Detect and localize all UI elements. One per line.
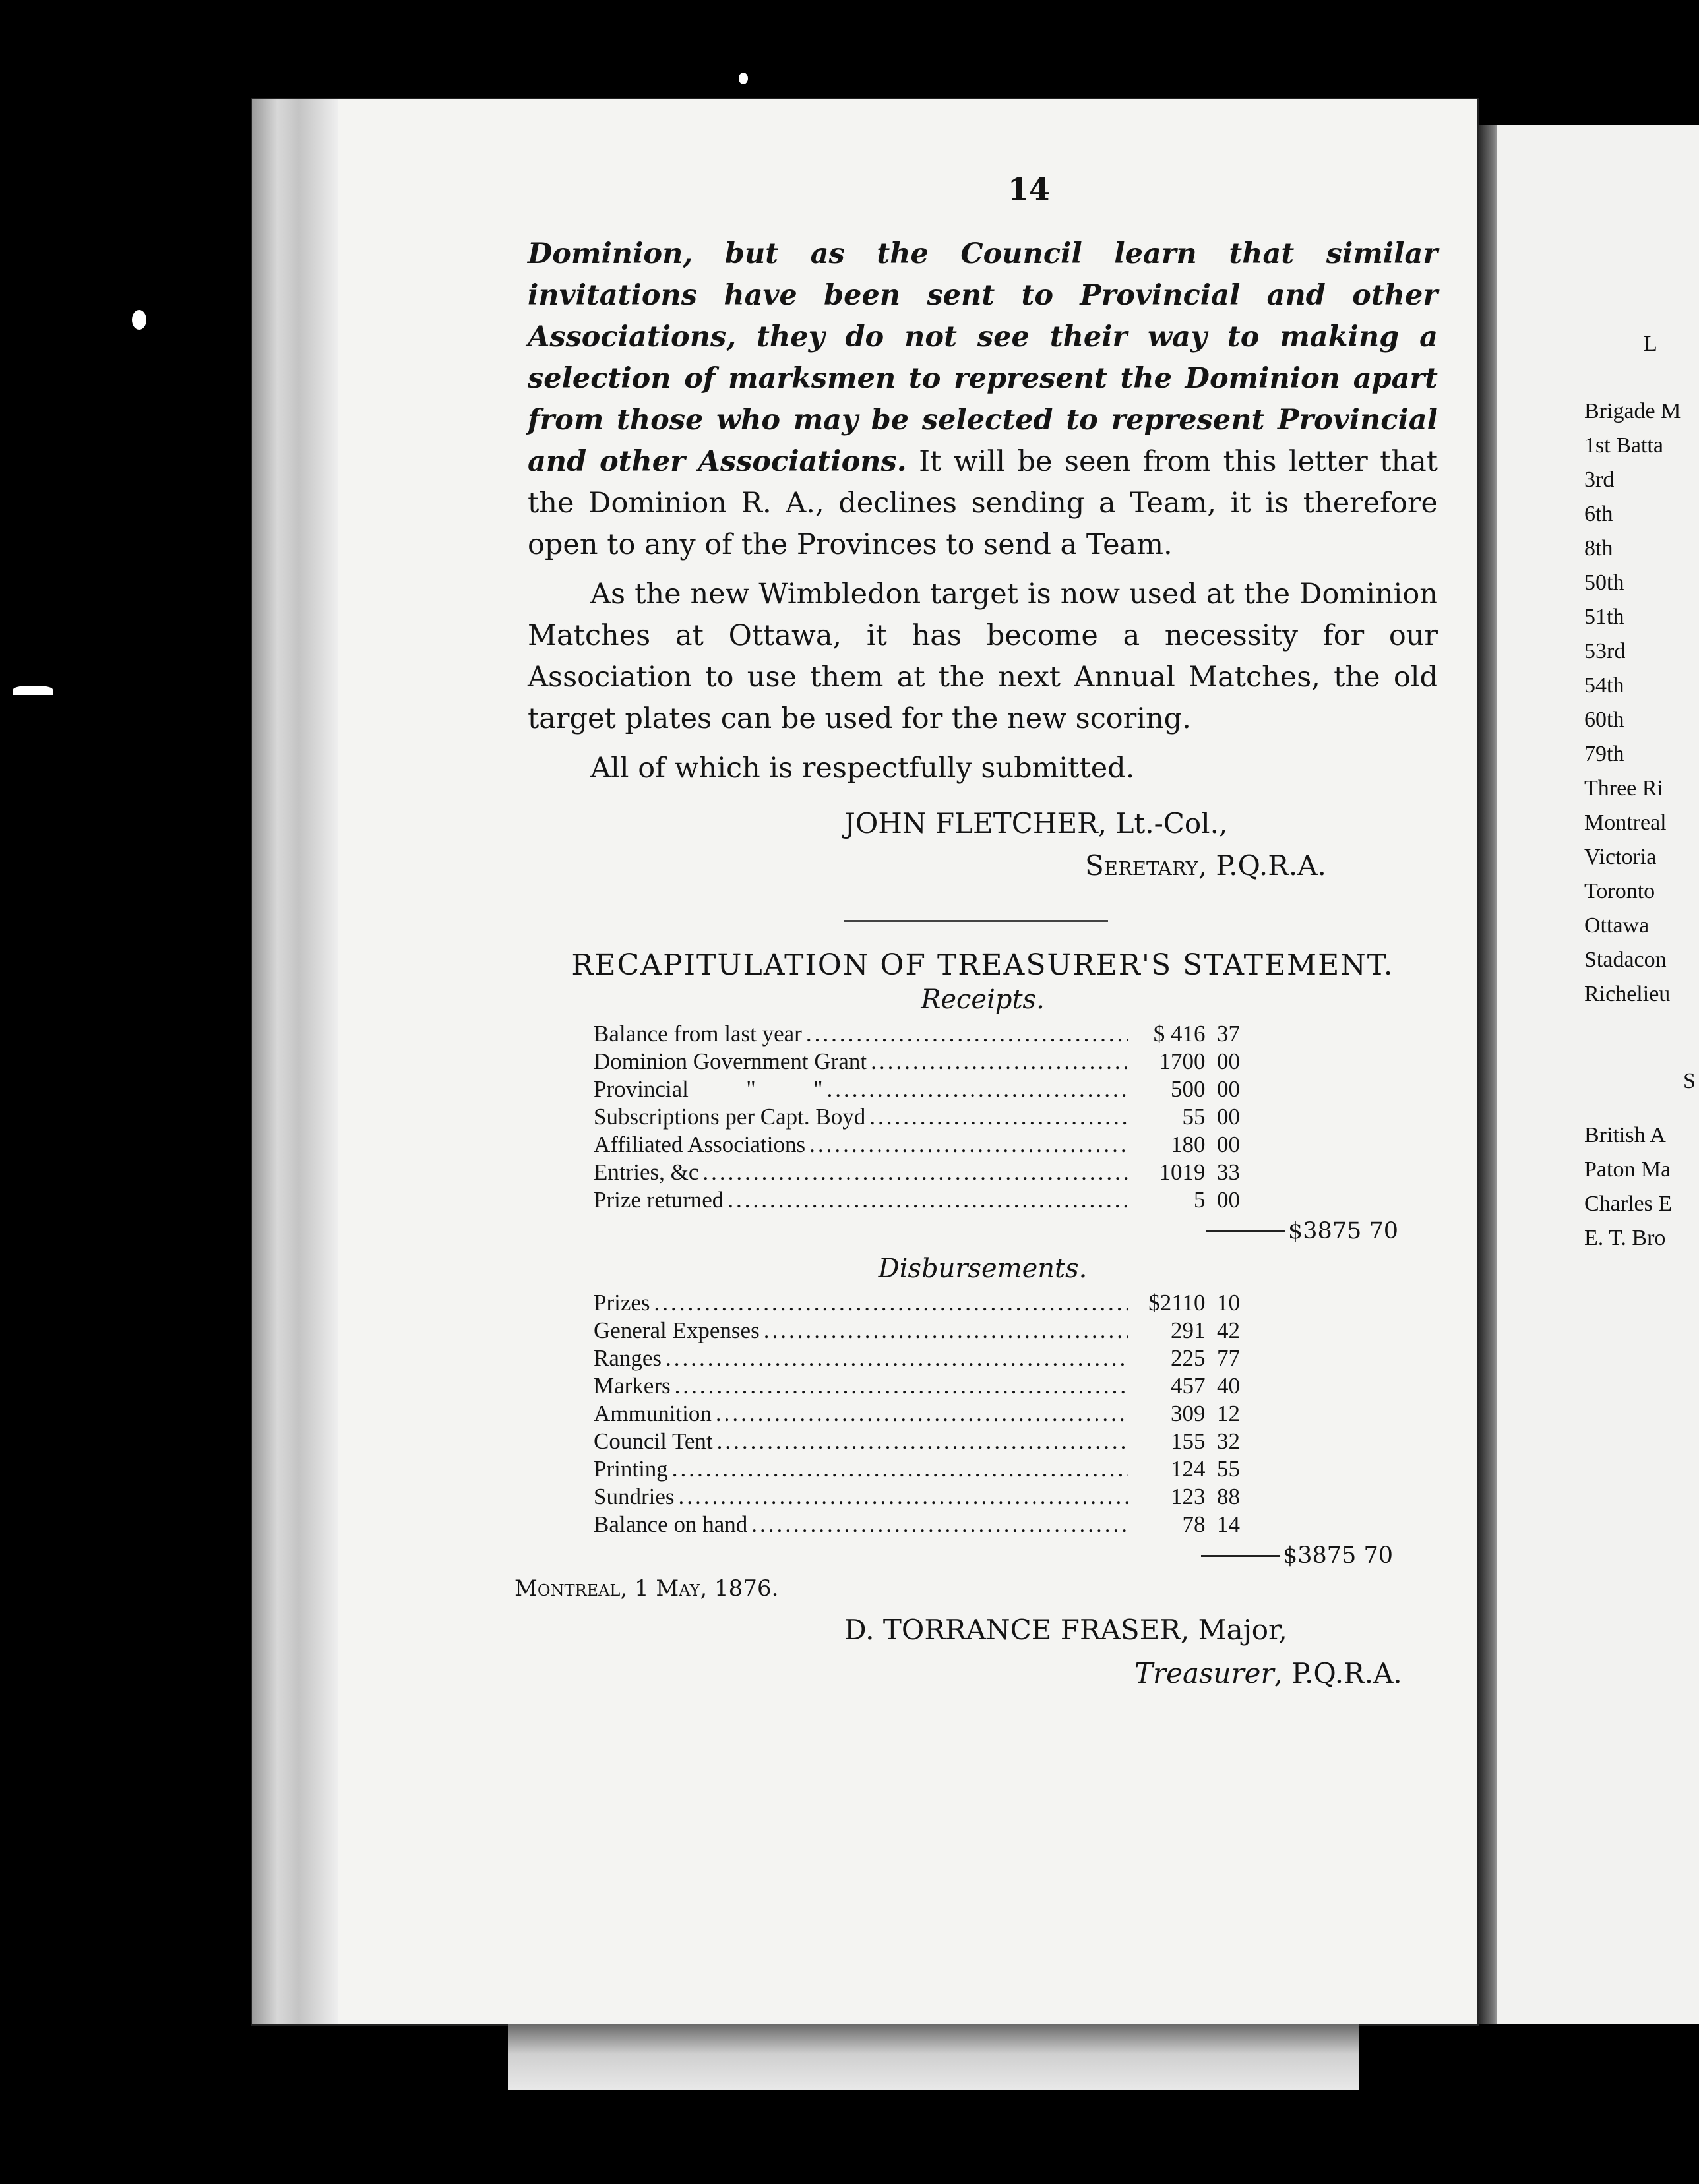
ledger-label-text: Subscriptions per Capt. Boyd bbox=[594, 1104, 866, 1130]
paragraph-1-roman: It will be seen from this letter that the Dominion R. A., declines sending a Team, it is therefore open to any of the Provinces to send a Team. bbox=[528, 445, 1438, 561]
leader-dots bbox=[727, 1186, 1128, 1214]
paragraph-1 bbox=[528, 233, 1438, 566]
ledger-label-text: Markers bbox=[594, 1373, 671, 1399]
treasurer-signature bbox=[528, 1608, 1438, 1695]
facing-page-list-2 bbox=[1584, 1118, 1699, 1256]
ledger-row bbox=[594, 1483, 1332, 1511]
leader-dots bbox=[702, 1159, 1128, 1186]
ledger-label-text: Balance from last year bbox=[594, 1021, 802, 1046]
leader-dots bbox=[654, 1289, 1128, 1317]
facing-page-list-item: British A bbox=[1584, 1123, 1666, 1147]
facing-page-section: S bbox=[1683, 1069, 1696, 1093]
ledger-row bbox=[594, 1048, 1332, 1076]
ledger-label bbox=[594, 1103, 1128, 1131]
page-edge bbox=[252, 99, 338, 2024]
facing-page-list-item: Toronto bbox=[1584, 879, 1655, 903]
ledger-label bbox=[594, 1400, 1128, 1428]
ledger-amount: 5 00 bbox=[1194, 1187, 1240, 1213]
recap-title: RECAPITULATION OF TREASURER'S STATEMENT. bbox=[571, 948, 1394, 982]
facing-page-list-item: 60th bbox=[1584, 708, 1624, 732]
ledger-label bbox=[594, 1345, 1128, 1372]
ledger-label-text: Balance on hand bbox=[594, 1511, 748, 1537]
facing-page-list-item: 79th bbox=[1584, 742, 1624, 766]
leader-dots bbox=[679, 1483, 1128, 1511]
disbursements-heading: Disbursements. bbox=[878, 1254, 1088, 1284]
ledger-row bbox=[594, 1131, 1332, 1159]
leader-dots bbox=[871, 1048, 1128, 1076]
ledger-row bbox=[594, 1289, 1332, 1317]
ledger-label bbox=[594, 1289, 1128, 1317]
ledger-label bbox=[594, 1131, 1128, 1159]
leader-dots bbox=[665, 1345, 1128, 1372]
facing-page-list-item: Three Ri bbox=[1584, 776, 1663, 801]
treasurer-name: D. TORRANCE FRASER, Major, bbox=[844, 1614, 1287, 1646]
ledger-label-text: Prizes bbox=[594, 1290, 650, 1316]
facing-page-header: L bbox=[1644, 332, 1657, 356]
ledger-label-text: Prize returned bbox=[594, 1187, 724, 1213]
ledger-row bbox=[594, 1372, 1332, 1400]
ledger-label-text: Council Tent bbox=[594, 1428, 713, 1454]
receipts-total-row bbox=[594, 1218, 1398, 1244]
leader-dots bbox=[716, 1400, 1128, 1428]
ledger-label bbox=[594, 1048, 1128, 1076]
paragraph-3: All of which is respectfully submitted. bbox=[590, 752, 1135, 785]
facing-page-list-item: Richelieu bbox=[1584, 982, 1671, 1006]
facing-page-list-item: 1st Batta bbox=[1584, 433, 1663, 458]
ledger-label bbox=[594, 1159, 1128, 1186]
secretary-title: Seretary, P.Q.R.A. bbox=[1085, 849, 1326, 882]
ledger-row bbox=[594, 1511, 1332, 1538]
ledger-row bbox=[594, 1428, 1332, 1455]
facing-page-list-item: 50th bbox=[1584, 570, 1624, 595]
film-speck bbox=[13, 686, 53, 695]
ledger-label bbox=[594, 1428, 1128, 1455]
ledger-label-text: Ranges bbox=[594, 1345, 662, 1371]
facing-page-list-item: E. T. Bro bbox=[1584, 1226, 1666, 1250]
facing-page-text bbox=[1584, 330, 1699, 1256]
facing-page-list-item: Charles E bbox=[1584, 1192, 1673, 1216]
ledger-label-text: Entries, &c bbox=[594, 1159, 699, 1185]
ledger-amount: 1700 00 bbox=[1159, 1048, 1240, 1074]
facing-page-list bbox=[1584, 394, 1699, 1012]
ledger-amount: $2110 10 bbox=[1148, 1290, 1240, 1316]
ledger-label bbox=[594, 1076, 1128, 1103]
disbursements-total: $3875 70 bbox=[1282, 1542, 1393, 1569]
ledger-amount: 124 55 bbox=[1171, 1456, 1240, 1482]
ledger-amount: 457 40 bbox=[1171, 1373, 1240, 1399]
leader-dots bbox=[806, 1020, 1128, 1048]
ledger-label bbox=[594, 1186, 1128, 1214]
ledger-row bbox=[594, 1400, 1332, 1428]
ledger-label bbox=[594, 1020, 1128, 1048]
receipts-ledger bbox=[594, 1020, 1332, 1214]
total-rule bbox=[1206, 1230, 1285, 1232]
ledger-amount: 1019 33 bbox=[1159, 1159, 1240, 1185]
ledger-row bbox=[594, 1103, 1332, 1131]
ledger-label bbox=[594, 1317, 1128, 1345]
leader-dots bbox=[751, 1511, 1128, 1538]
film-speck bbox=[132, 310, 146, 330]
ledger-amount: $ 416 37 bbox=[1153, 1021, 1240, 1046]
leader-dots bbox=[717, 1428, 1128, 1455]
film-speck bbox=[739, 73, 748, 84]
facing-page-list-item: Brigade M bbox=[1584, 399, 1681, 423]
treasurer-title-rest: , P.Q.R.A. bbox=[1274, 1657, 1402, 1689]
ledger-label-text: General Expenses bbox=[594, 1318, 760, 1343]
ledger-label bbox=[594, 1483, 1128, 1511]
facing-page-list-item: 54th bbox=[1584, 673, 1624, 698]
ledger-amount: 500 00 bbox=[1171, 1076, 1240, 1102]
ledger-row bbox=[594, 1455, 1332, 1483]
paragraph-2: As the new Wimbledon target is now used at the Dominion Matches at Ottawa, it has become a necessity for our Association to use them at the next Annual Matches, the old target plates can be used for the new scoring. bbox=[528, 578, 1438, 735]
ledger-label-text: Ammunition bbox=[594, 1401, 712, 1426]
leader-dots bbox=[764, 1317, 1128, 1345]
facing-page-list-item: Ottawa bbox=[1584, 913, 1650, 938]
ledger-row bbox=[594, 1076, 1332, 1103]
ledger-amount: 309 12 bbox=[1171, 1401, 1240, 1426]
ledger-row bbox=[594, 1020, 1332, 1048]
leader-dots bbox=[672, 1455, 1128, 1483]
ledger-label bbox=[594, 1372, 1128, 1400]
ledger-label-text: Dominion Government Grant bbox=[594, 1048, 867, 1074]
facing-page-list-item: Stadacon bbox=[1584, 948, 1667, 972]
ledger-amount: 180 00 bbox=[1171, 1132, 1240, 1157]
ledger-row bbox=[594, 1186, 1332, 1214]
leader-dots bbox=[809, 1131, 1128, 1159]
facing-page-list-item: 6th bbox=[1584, 502, 1613, 526]
ledger-row bbox=[594, 1345, 1332, 1372]
ledger-amount: 291 42 bbox=[1171, 1318, 1240, 1343]
facing-page-list-item: Victoria bbox=[1584, 845, 1657, 869]
treasurer-title bbox=[528, 1652, 1438, 1695]
leader-dots bbox=[869, 1103, 1128, 1131]
page-content bbox=[514, 171, 1438, 1695]
ledger-label-text: Provincial " " bbox=[594, 1076, 823, 1102]
ledger-label-text: Sundries bbox=[594, 1484, 675, 1509]
paragraph-1-italic: Dominion, but as the Council learn that similar invitations have been sent to Provincial and other Associations, they do not see their way to making a selection of marksmen to represent the Dominion apart from those who may be selected to represent Provincial and other Associations. bbox=[528, 237, 1438, 478]
facing-page-list-item: 51th bbox=[1584, 605, 1624, 629]
ledger-row bbox=[594, 1317, 1332, 1345]
secretary-signature bbox=[528, 803, 1438, 887]
secretary-name: JOHN FLETCHER, Lt.-Col., bbox=[844, 807, 1228, 839]
disbursements-total-row bbox=[594, 1542, 1393, 1569]
ledger-label-text: Affiliated Associations bbox=[594, 1132, 806, 1157]
facing-page-list-item: 8th bbox=[1584, 536, 1613, 561]
facing-page-list-item: 53rd bbox=[1584, 639, 1626, 663]
ledger-label bbox=[594, 1455, 1128, 1483]
section-divider bbox=[844, 920, 1108, 922]
page-number: 14 bbox=[1007, 171, 1050, 207]
ledger-row bbox=[594, 1159, 1332, 1186]
ledger-amount: 123 88 bbox=[1171, 1484, 1240, 1509]
ledger-label bbox=[594, 1511, 1128, 1538]
leader-dots bbox=[826, 1076, 1128, 1103]
facing-page-list-item: Paton Ma bbox=[1584, 1157, 1671, 1182]
facing-page-list-item: Montreal bbox=[1584, 810, 1667, 835]
receipts-heading: Receipts. bbox=[921, 985, 1045, 1015]
ledger-amount: 155 32 bbox=[1171, 1428, 1240, 1454]
total-rule bbox=[1201, 1555, 1280, 1557]
ledger-amount: 55 00 bbox=[1182, 1104, 1240, 1130]
receipts-total: $3875 70 bbox=[1287, 1218, 1398, 1244]
disbursements-ledger bbox=[594, 1289, 1332, 1538]
ledger-amount: 225 77 bbox=[1171, 1345, 1240, 1371]
dateline: Montreal, 1 May, 1876. bbox=[514, 1575, 779, 1602]
ledger-label-text: Printing bbox=[594, 1456, 668, 1482]
ledger-amount: 78 14 bbox=[1182, 1511, 1240, 1537]
leader-dots bbox=[675, 1372, 1128, 1400]
facing-page-list-item: 3rd bbox=[1584, 468, 1615, 492]
treasurer-title-italic: Treasurer bbox=[1134, 1657, 1274, 1689]
page-bottom-edge bbox=[508, 2024, 1359, 2090]
